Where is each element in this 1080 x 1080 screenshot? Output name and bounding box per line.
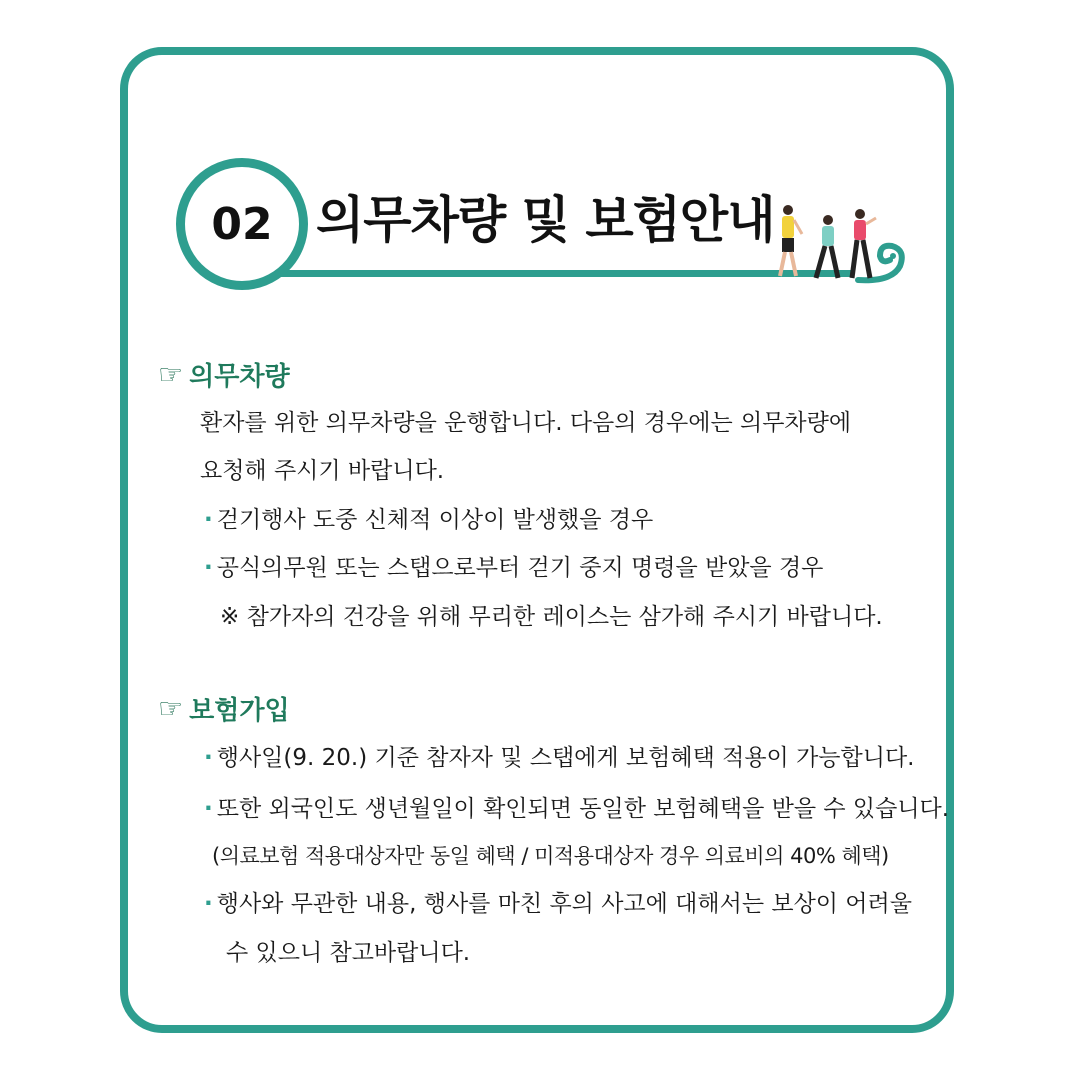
section-number-badge: 02 [176, 158, 308, 290]
walking-people-icon [772, 202, 912, 286]
list-item: · 행사와 무관한 내용, 행사를 마친 후의 사고에 대해서는 보상이 어려울 [204, 891, 912, 917]
bullet-icon: · [204, 796, 213, 822]
section-title-label: 보험가입 [189, 696, 290, 726]
page-title: 의무차량 및 보험안내 [316, 191, 775, 249]
section-title-ambulance [158, 356, 290, 393]
section-title-insurance [158, 690, 290, 727]
bullet-icon: · [204, 891, 213, 917]
list-item: · 행사일(9. 20.) 기준 참자자 및 스탭에게 보험혜택 적용이 가능합니다. [204, 745, 915, 771]
continuation-line: 수 있으니 참고바랍니다. [226, 940, 471, 966]
list-item: · 또한 외국인도 생년월일이 확인되면 동일한 보험혜택을 받을 수 있습니다. [204, 796, 950, 822]
list-item: · 공식의무원 또는 스탭으로부터 걷기 중지 명령을 받았을 경우 [204, 555, 824, 581]
section-header [176, 158, 916, 288]
note-line: ※ 참가자의 건강을 위해 무리한 레이스는 삼가해 주시기 바랍니다. [220, 604, 883, 630]
header-underline [246, 270, 854, 277]
pointing-hand-icon: ☞ [158, 692, 184, 725]
bullet-icon: · [204, 745, 213, 771]
list-item: · 걷기행사 도중 신체적 이상이 발생했을 경우 [204, 507, 654, 533]
bullet-icon: · [204, 507, 213, 533]
intro-line: 요청해 주시기 바랍니다. [200, 458, 445, 484]
pointing-hand-icon: ☞ [158, 358, 184, 391]
sub-note-line: (의료보험 적용대상자만 동일 혜택 / 미적용대상자 경우 의료비의 40% 혜택) [212, 844, 889, 868]
bullet-icon: · [204, 555, 213, 581]
section-title-label: 의무차량 [189, 362, 290, 392]
intro-line: 환자를 위한 의무차량을 운행합니다. 다음의 경우에는 의무차량에 [200, 410, 852, 436]
